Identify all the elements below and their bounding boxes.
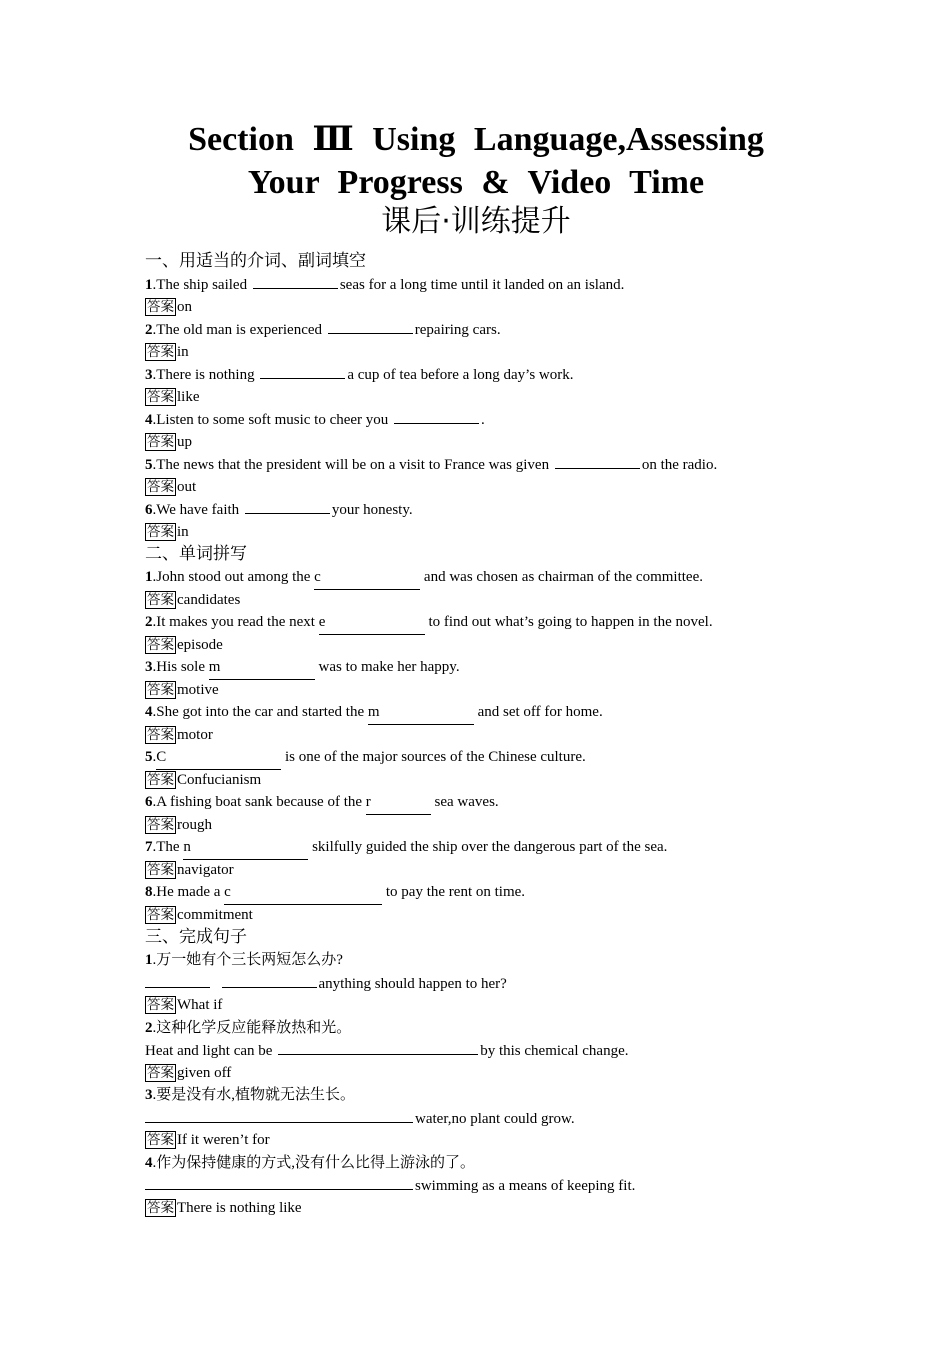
answer-row	[145, 521, 825, 544]
question-2-5	[145, 746, 825, 769]
question-text: and set off for home.	[473, 704, 603, 720]
question-text: .It makes you read the next	[152, 614, 319, 630]
question-text-chinese: .万一她有个三长两短怎么办?	[152, 952, 343, 968]
section-heading-2: 二、单词拼写	[145, 544, 247, 564]
answer-text: up	[177, 433, 192, 450]
answer-badge: 答案	[147, 478, 174, 495]
question-number: 2	[145, 1019, 153, 1036]
answer-blank	[328, 318, 413, 334]
answer-text: There is nothing like	[177, 1199, 302, 1216]
answer-text: rough	[177, 816, 212, 833]
question-text: skilfully guided the ship over the dangerous part of the sea.	[308, 839, 668, 855]
question-text: .John stood out among the	[152, 569, 315, 585]
answer-blank	[260, 363, 345, 379]
answer-row	[145, 1197, 825, 1220]
answer-text: in	[177, 523, 189, 540]
question-number: 5	[145, 749, 153, 765]
question-1-2	[145, 318, 825, 341]
question-3-1-cn	[145, 949, 825, 972]
answer-row	[145, 296, 825, 319]
answer-badge: 答案	[147, 816, 174, 833]
answer-text: given off	[177, 1064, 232, 1081]
question-3-3-cn	[145, 1084, 825, 1107]
section-heading-3: 三、完成句子	[145, 927, 247, 947]
question-number: 6	[145, 794, 153, 810]
question-2-4	[145, 701, 825, 724]
answer-text: like	[177, 388, 200, 405]
question-text: and was chosen as chairman of the committee.	[420, 569, 703, 585]
answer-blank	[253, 273, 338, 289]
answer-badge: 答案	[147, 997, 174, 1013]
question-text: water,no plant could grow.	[415, 1110, 575, 1127]
question-text: .	[481, 412, 485, 428]
question-text: .	[152, 749, 157, 765]
question-number: 4	[145, 704, 153, 720]
answer-text: motor	[177, 726, 213, 743]
question-number: 4	[145, 412, 153, 428]
answer-blank	[145, 1174, 413, 1190]
question-text: .The	[152, 839, 184, 855]
answer-blank	[278, 1039, 478, 1055]
answer-badge: 答案	[147, 343, 174, 360]
question-2-8	[145, 881, 825, 904]
question-text: was to make her happy.	[314, 659, 460, 675]
question-3-2-cn	[145, 1017, 825, 1040]
answer-text: Confucianism	[177, 771, 262, 788]
answer-badge: 答案	[147, 636, 174, 653]
answer-badge: 答案	[147, 861, 174, 878]
answer-badge: 答案	[147, 1132, 174, 1148]
title-chinese: 课后·训练提升	[381, 204, 571, 239]
answer-text: navigator	[177, 861, 234, 878]
question-number: 4	[145, 1154, 153, 1171]
title-line-1: Section Ⅲ Using Language,Assessing	[188, 121, 764, 158]
answer-row	[145, 1062, 825, 1085]
answer-badge: 答案	[147, 433, 174, 450]
answer-row	[145, 814, 825, 837]
question-3-3-en	[145, 1107, 825, 1130]
answer-text: commitment	[177, 906, 253, 923]
question-number: 7	[145, 839, 153, 855]
question-text: .The old man is experienced	[152, 322, 326, 338]
answer-text: motive	[177, 681, 219, 698]
question-text-chinese: .这种化学反应能释放热和光。	[152, 1019, 352, 1036]
answer-badge: 答案	[147, 523, 174, 540]
question-text: sea waves.	[430, 794, 499, 810]
question-2-1	[145, 566, 825, 589]
letter-blank: e	[319, 611, 425, 635]
question-1-6	[145, 498, 825, 521]
question-number: 2	[145, 614, 153, 630]
answer-badge: 答案	[147, 591, 174, 608]
answer-text: episode	[177, 636, 223, 653]
answer-badge: 答案	[147, 906, 174, 923]
question-number: 6	[145, 502, 153, 518]
letter-blank: C	[156, 746, 281, 770]
letter-blank: m	[209, 656, 315, 680]
question-number: 3	[145, 367, 153, 383]
question-text: anything should happen to her?	[318, 975, 507, 992]
answer-text: candidates	[177, 591, 241, 608]
answer-row	[145, 724, 825, 747]
question-3-2-en	[145, 1039, 825, 1062]
question-text-chinese: .要是没有水,植物就无法生长。	[152, 1087, 356, 1103]
question-text: repairing cars.	[414, 322, 501, 338]
question-text: is one of the major sources of the Chinese culture.	[281, 749, 586, 765]
answer-badge: 答案	[147, 726, 174, 743]
answer-row	[145, 769, 825, 792]
question-1-4	[145, 408, 825, 431]
answer-blank	[394, 408, 479, 424]
letter-blank: n	[183, 836, 308, 860]
question-text: a cup of tea before a long day’s work.	[347, 367, 574, 383]
letter-blank: m	[368, 701, 474, 725]
answer-row	[145, 634, 825, 657]
question-text: .He made a	[152, 884, 225, 900]
answer-row	[145, 589, 825, 612]
answer-row	[145, 904, 825, 927]
answer-row	[145, 679, 825, 702]
question-1-5	[145, 453, 825, 476]
question-text: .His sole	[152, 659, 209, 675]
answer-row	[145, 476, 825, 499]
question-2-7	[145, 836, 825, 859]
answer-text: If it weren’t for	[177, 1132, 270, 1148]
answer-row	[145, 341, 825, 364]
answer-row	[145, 386, 825, 409]
question-text: Heat and light can be	[145, 1043, 277, 1059]
answer-text: What if	[177, 997, 223, 1013]
question-3-1-en	[145, 972, 825, 995]
question-text: your honesty.	[331, 502, 413, 518]
question-number: 1	[145, 569, 153, 585]
question-number: 1	[145, 952, 153, 968]
question-1-3	[145, 363, 825, 386]
question-text: to find out what’s going to happen in the novel.	[424, 614, 713, 630]
answer-badge: 答案	[147, 388, 174, 405]
question-text: .There is nothing	[152, 367, 259, 383]
answer-text: in	[177, 343, 189, 360]
question-3-4-cn	[145, 1152, 825, 1175]
question-2-3	[145, 656, 825, 679]
answer-blank	[145, 972, 210, 988]
letter-blank: c	[224, 881, 382, 905]
question-text-chinese: .作为保持健康的方式,没有什么比得上游泳的了。	[152, 1154, 476, 1171]
question-number: 3	[145, 1087, 153, 1103]
question-text: .She got into the car and started the	[152, 704, 368, 720]
question-number: 2	[145, 322, 153, 338]
answer-blank	[145, 1107, 413, 1123]
question-text: on the radio.	[641, 457, 718, 473]
answer-badge: 答案	[147, 298, 174, 315]
answer-row	[145, 859, 825, 882]
letter-blank: r	[366, 791, 431, 815]
question-number: 5	[145, 457, 153, 473]
section-heading-1: 一、用适当的介词、副词填空	[145, 251, 366, 271]
answer-blank	[222, 972, 317, 988]
answer-badge: 答案	[147, 681, 174, 698]
question-text: by this chemical change.	[480, 1043, 629, 1059]
answer-row	[145, 431, 825, 454]
answer-badge: 答案	[147, 771, 174, 788]
question-number: 3	[145, 659, 153, 675]
question-text: .A fishing boat sank because of the	[152, 794, 366, 810]
title-line-2: Your Progress & Video Time	[247, 164, 705, 201]
answer-text: out	[177, 478, 197, 495]
question-2-2	[145, 611, 825, 634]
question-text: .The ship sailed	[152, 277, 251, 293]
question-text: swimming as a means of keeping fit.	[415, 1178, 636, 1194]
question-number: 1	[145, 277, 153, 293]
answer-row	[145, 1129, 825, 1152]
answer-blank	[555, 453, 640, 469]
answer-badge: 答案	[147, 1064, 174, 1081]
answer-badge: 答案	[147, 1199, 174, 1216]
question-1-1	[145, 273, 825, 296]
question-text: .The news that the president will be on a visit to France was given	[152, 457, 553, 473]
letter-blank: c	[314, 566, 420, 590]
answer-text: on	[177, 298, 192, 315]
question-text: .Listen to some soft music to cheer you	[152, 412, 393, 428]
question-text: to pay the rent on time.	[382, 884, 526, 900]
question-number: 8	[145, 884, 153, 900]
answer-row	[145, 994, 825, 1017]
answer-blank	[245, 498, 330, 514]
question-3-4-en	[145, 1174, 825, 1197]
question-text: .We have faith	[152, 502, 243, 518]
question-2-6	[145, 791, 825, 814]
question-text: seas for a long time until it landed on an island.	[339, 277, 625, 293]
exercise-content	[145, 250, 825, 1219]
